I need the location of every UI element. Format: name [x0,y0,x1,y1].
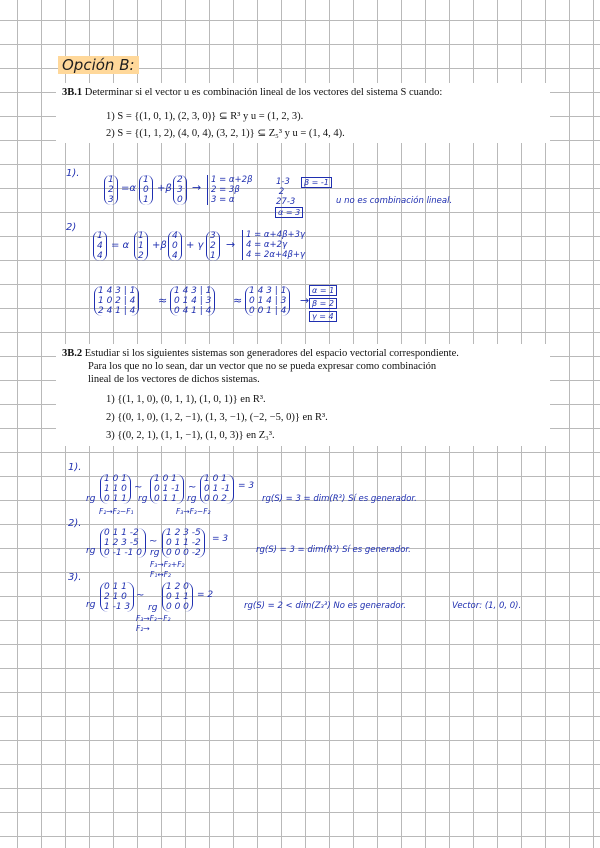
rg-2a: rg [86,546,96,556]
rg-1a: rg [86,494,96,504]
hw2-label-3: 3). [68,572,82,583]
problem-3b2-item-3: 3) {(0, 2, 1), (1, 1, −1), (1, 0, 3)} en Z₃³. [106,430,275,441]
matrix-3a: 0 1 1 2 1 0 1 -1 3 [100,582,134,612]
problem-3b2-item-1: 1) {(1, 1, 0), (0, 1, 1), (1, 0, 1)} en R³. [106,394,266,405]
problem-text-2a: Estudiar si los siguientes sistemas son generadores del espacio vectorial correspondiente. [84,348,459,359]
arrow-3: → [300,294,310,307]
eq3-1: = 3 [238,481,255,491]
rg-3b: rg [148,603,158,613]
eq-2a: ~ [149,536,158,547]
arrow-1: → [192,181,202,194]
problem-3b2-block [56,344,550,446]
hw-label-2: 2) [66,222,77,233]
beta-coef: +β [157,183,172,194]
ops-1b: F₃→F₃−F₂ [176,507,211,516]
hw2-label-2: 2). [68,518,82,529]
ops-2b: F₁↔F₂ [150,570,171,579]
augmented-matrix-1: 1 4 3 | 1 1 0 2 | 4 2 4 1 | 4 [94,286,139,316]
matrix-2b: 1 2 3 -5 0 1 1 -2 0 0 0 -2 [162,528,205,558]
ops-1a: F₂→F₂−F₁ [99,507,134,516]
matrix-1a: 1 0 1 1 1 0 0 1 1 [100,474,131,504]
approx-2: ≈ [233,294,243,307]
problem-3b2-line-3: lineal de los vectores de dichos sistemas. [88,374,260,385]
beta-coef-2: +β [152,240,167,251]
ops-3b: F₂→ [136,624,150,633]
hw-label-1: 1). [66,168,80,179]
vector-a: 1 0 1 [139,175,153,205]
arrow-2: → [226,238,236,251]
eq-3a: ~ [136,590,145,601]
eq-1a: ~ [134,482,143,493]
result-1: rg(S) = 3 = dim(R³) Sí es generador. [262,494,417,504]
problem-3b1-item-2: 2) S = {(1, 1, 2), (4, 0, 4), (3, 2, 1)} ⊆ Z₅³ y u = (1, 4, 4). [106,128,345,139]
vector-c2: 3 2 1 [206,231,220,261]
alpha-coef-2: = α [111,240,130,251]
problem-number-2: 3B.2 [62,348,83,359]
rg-2b: rg [150,548,160,558]
rg-1c: rg [187,494,197,504]
matrix-1c: 1 0 1 0 1 -1 0 0 2 [200,474,234,504]
result-2: rg(S) = 3 = dim(R³) Sí es generador. [256,545,411,555]
rg-1b: rg [138,494,148,504]
vector-b2: 4 0 4 [168,231,182,261]
problem-3b1-statement [62,86,442,99]
example-vector: Vector: (1, 0, 0). [452,601,522,611]
eq3-2: = 3 [212,534,229,544]
box-alpha-2: α = 1 [309,285,337,296]
problem-3b1-item-1: 1) S = {(1, 0, 1), (2, 3, 0)} ⊆ R³ y u = (1, 2, 3). [106,111,304,122]
problem-3b2-item-2: 2) {(0, 1, 0), (1, 2, −1), (1, 3, −1), (−2, −5, 0)} en R³. [106,412,328,423]
matrix-1b: 1 0 1 0 1 -1 0 1 1 [150,474,184,504]
system-1: 1 = α+2β 2 = 3β 3 = α [207,175,253,205]
problem-3b2-line-1 [62,347,459,360]
augmented-matrix-3: 1 4 3 | 1 0 1 4 | 3 0 0 1 | 4 [245,286,290,316]
augmented-matrix-2: 1 4 3 | 1 0 1 4 | 3 0 4 1 | 4 [170,286,215,316]
alpha-coef: =α [121,183,136,194]
ops-2a: F₃→F₃+F₂ [150,560,185,569]
eq2-3: = 2 [197,590,214,600]
hw2-label-1: 1). [68,462,82,473]
vector-u: 1 2 3 [104,175,118,205]
vector-b: 2 3 0 [173,175,187,205]
box-gamma-2: γ = 4 [309,311,337,322]
conclusion-1: u no es combinación lineal. [336,196,453,206]
ops-3a: F₃→F₃−F₂ [136,614,171,623]
result-3: rg(S) = 2 < dim(Z₃³) No es generador. [244,601,406,611]
vector-u2: 1 4 4 [93,231,107,261]
box-alpha: α = 3 [275,207,303,218]
problem-number: 3B.1 [62,87,83,98]
matrix-3b: 1 2 0 0 1 1 0 0 0 [162,582,193,612]
gamma-coef: + γ [186,240,204,251]
problem-3b2-line-2: Para los que no lo sean, dar un vector que no se pueda expresar como combinación [88,361,437,372]
problem-text: Determinar si el vector u es combinación lineal de los vectores del sistema S cuando: [84,87,443,98]
fraction-1: 1-3 2 27-3 [276,177,296,207]
box-beta-2: β = 2 [309,298,337,309]
vector-a2: 1 1 2 [134,231,148,261]
rg-3a: rg [86,600,96,610]
box-beta: β = -1 [301,177,332,188]
system-2: 1 = α+4β+3γ 4 = α+2γ 4 = 2α+4β+γ [242,230,305,260]
matrix-2a: 0 1 1 -2 1 2 3 -5 0 -1 -1 0 [100,528,146,558]
problem-3b1-block [56,83,550,143]
eq-1b: ~ [188,482,197,493]
section-heading: Opción B: [58,56,139,74]
approx-1: ≈ [158,294,168,307]
